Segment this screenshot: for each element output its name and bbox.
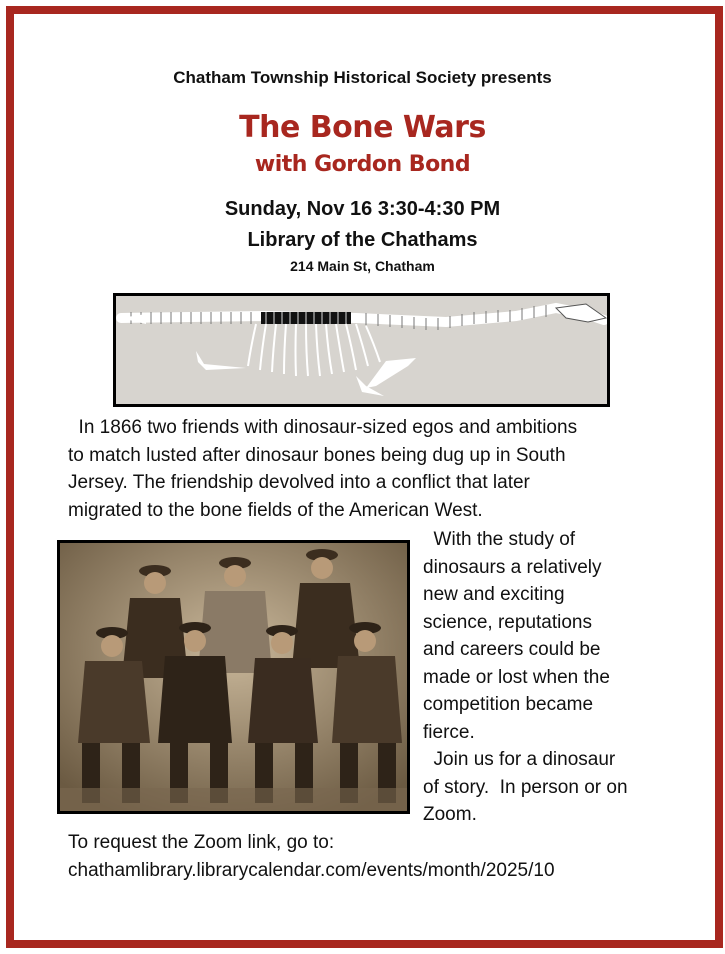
side-paragraph [423,526,713,829]
intro-line: Jersey. The friendship devolved into a conflict that later [68,472,530,493]
side-line: Zoom. [423,804,477,825]
presenter-line: Chatham Township Historical Society presents [173,68,552,87]
zoom-request-url[interactable]: chathamlibrary.librarycalendar.com/events/month/2025/10 [68,859,555,881]
side-line: Join us for a dinosaur [423,749,616,770]
plesiosaur-skeleton-image [113,293,610,407]
side-line: fierce. [423,721,475,743]
zoom-request [68,829,718,884]
event-address: 214 Main St, Chatham [290,258,435,274]
intro-line: migrated to the bone fields of the American West. [68,499,483,521]
side-line: made or lost when the [423,666,610,688]
event-title: The Bone Wars [239,110,486,145]
historical-group-photo [57,540,410,814]
side-line: With the study of [423,529,576,550]
event-venue: Library of the Chathams [247,229,478,251]
side-line: and careers could be [423,639,601,660]
side-line: science, reputations [423,611,592,633]
side-line: of story. In person or on [423,776,628,798]
event-date-time: Sunday, Nov 16 3:30-4:30 PM [224,198,501,220]
intro-line: In 1866 two friends with dinosaur-sized egos and ambitions [68,417,578,438]
side-line: dinosaurs a relatively [423,556,602,578]
zoom-request-label: To request the Zoom link, go to: [68,832,335,853]
intro-paragraph [68,414,668,524]
event-subtitle: with Gordon Bond [254,152,471,177]
side-line: competition became [423,694,594,715]
intro-line: to match lusted after dinosaur bones being dug up in South [68,444,566,466]
side-line: new and exciting [423,584,565,605]
